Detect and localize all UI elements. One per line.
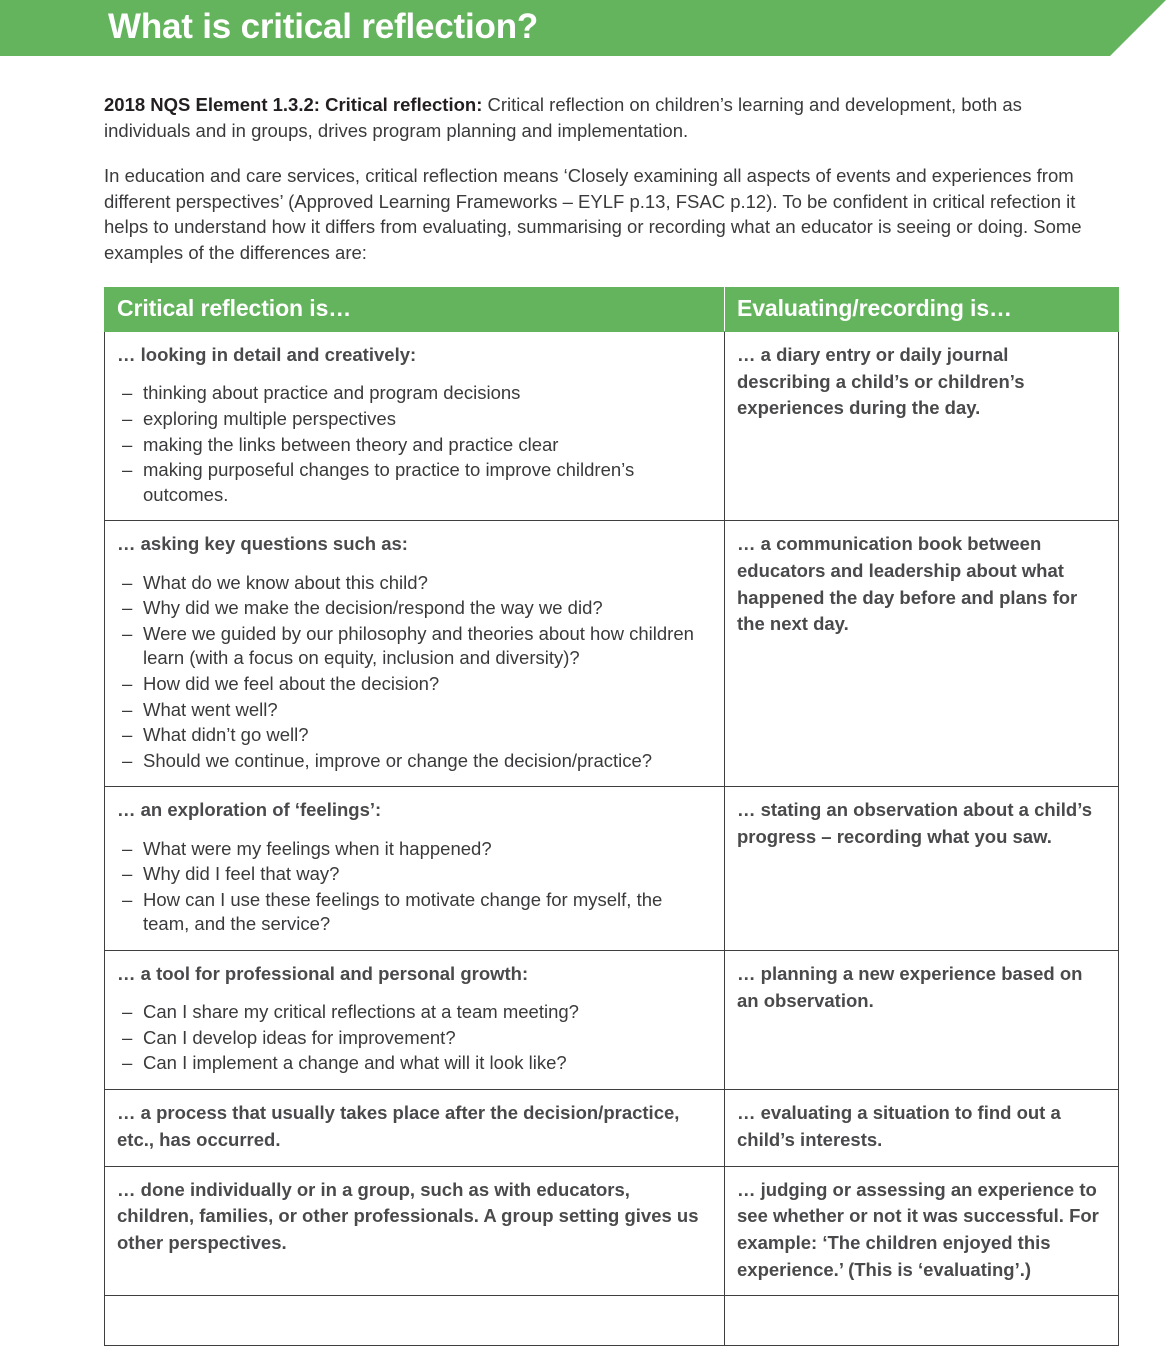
cell-critical-reflection	[105, 521, 725, 787]
cell-heading: … a tool for professional and personal growth:	[117, 962, 529, 984]
list-item: – making purposeful changes to practice to improve children’s outcomes.	[117, 458, 712, 507]
table-row	[105, 1166, 1119, 1296]
cell-evaluating-recording	[725, 1166, 1119, 1296]
column-header-evaluating-recording: Evaluating/recording is…	[725, 288, 1119, 332]
list-item: – making the links between theory and practice clear	[117, 433, 712, 458]
cell-critical-reflection	[105, 1166, 725, 1296]
page-content	[0, 92, 1166, 1346]
table-row	[105, 521, 1119, 787]
cell-heading	[117, 1306, 712, 1333]
bullet-list	[117, 837, 712, 937]
list-item: – How did we feel about the decision?	[117, 672, 712, 697]
cell-heading: … done individually or in a group, such as with educators, children, families, or other professionals. A group setting gives us other perspectives.	[117, 1178, 699, 1254]
list-item: – What didn’t go well?	[117, 723, 712, 748]
list-item: – What do we know about this child?	[117, 571, 712, 596]
page-title: What is critical reflection?	[108, 7, 539, 46]
intro-paragraph: In education and care services, critical reflection means ‘Closely examining all aspects of events and experiences from different perspectives’ (Approved Learning Frameworks – EYLF p.13, FSAC p.12). To be confident in critical refection it helps to understand how it differs from evaluating, summarising or recording what an educator is seeing or doing. Some examples of the differences are:	[104, 165, 1082, 263]
table-row	[105, 1090, 1119, 1167]
table-row	[105, 787, 1119, 951]
cell-text	[737, 1306, 1106, 1333]
cell-evaluating-recording	[725, 1296, 1119, 1346]
table-header	[105, 288, 1119, 332]
cell-critical-reflection	[105, 332, 725, 521]
cell-text: … judging or assessing an experience to see whether or not it was successful. For example: ‘The children enjoyed this experience.’ (This is ‘evaluating’.)	[737, 1178, 1099, 1280]
cell-evaluating-recording	[725, 521, 1119, 787]
nqs-element-text: Critical reflection on children’s learning and development, both as individuals and in groups, drives program planning and implementation.	[104, 94, 1022, 141]
page-header-banner	[0, 0, 1166, 56]
cell-heading: … asking key questions such as:	[117, 533, 408, 555]
cell-heading: … a process that usually takes place after the decision/practice, etc., has occurred.	[117, 1102, 680, 1150]
cell-heading: … looking in detail and creatively:	[117, 344, 417, 366]
table-row	[105, 950, 1119, 1089]
cell-text: … stating an observation about a child’s progress – recording what you saw.	[737, 799, 1092, 847]
list-item: – Were we guided by our philosophy and theories about how children learn (with a focus on equity, inclusion and diversity)?	[117, 622, 712, 671]
list-item: – Should we continue, improve or change the decision/practice?	[117, 749, 712, 774]
cell-evaluating-recording	[725, 950, 1119, 1089]
cell-evaluating-recording	[725, 332, 1119, 521]
list-item: – Can I develop ideas for improvement?	[117, 1026, 712, 1051]
cell-text: … a diary entry or daily journal describing a child’s or children’s experiences during the day.	[737, 344, 1025, 419]
table-row	[105, 332, 1119, 521]
list-item: – Can I implement a change and what will it look like?	[117, 1051, 712, 1076]
list-item: – exploring multiple perspectives	[117, 407, 712, 432]
list-item: – How can I use these feelings to motivate change for myself, the team, and the service?	[117, 888, 712, 937]
bullet-list	[117, 381, 712, 507]
table-row-partial	[105, 1296, 1119, 1346]
list-item: – Why did we make the decision/respond the way we did?	[117, 596, 712, 621]
table-body	[105, 332, 1119, 1346]
list-item: – What were my feelings when it happened?	[117, 837, 712, 862]
comparison-table	[104, 287, 1119, 1346]
cell-critical-reflection	[105, 1090, 725, 1167]
bullet-list	[117, 571, 712, 774]
cell-evaluating-recording	[725, 1090, 1119, 1167]
bullet-list	[117, 1000, 712, 1076]
cell-text: … a communication book between educators and leadership about what happened the day before and plans for the next day.	[737, 533, 1078, 635]
list-item: – thinking about practice and program decisions	[117, 381, 712, 406]
cell-text: … evaluating a situation to find out a child’s interests.	[737, 1102, 1061, 1150]
list-item: – Can I share my critical reflections at a team meeting?	[117, 1000, 712, 1025]
table-header-row	[105, 288, 1119, 332]
cell-critical-reflection	[105, 1296, 725, 1346]
cell-evaluating-recording	[725, 787, 1119, 951]
nqs-element-label: 2018 NQS Element 1.3.2: Critical reflection:	[104, 94, 483, 115]
column-header-critical-reflection: Critical reflection is…	[105, 288, 725, 332]
list-item: – Why did I feel that way?	[117, 862, 712, 887]
nqs-element-paragraph	[104, 92, 1049, 143]
list-item: – What went well?	[117, 698, 712, 723]
cell-critical-reflection	[105, 950, 725, 1089]
cell-text: … planning a new experience based on an observation.	[737, 962, 1083, 1011]
cell-heading: … an exploration of ‘feelings’:	[117, 799, 382, 821]
cell-critical-reflection	[105, 787, 725, 951]
